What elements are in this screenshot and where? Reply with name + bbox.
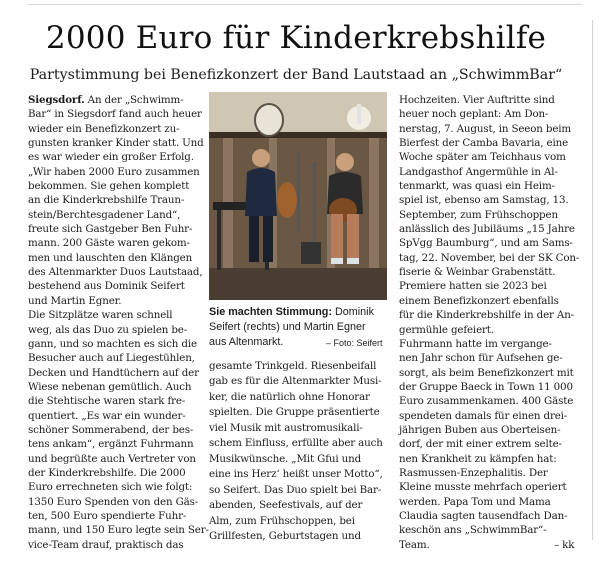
text-line: sorgt, als beim Benefizkonzert mit <box>399 366 574 379</box>
text-line: für die Kinderkrebshilfe in der An- <box>399 309 575 322</box>
text-line: Bierfest der Camba Bavaria, eine <box>399 137 569 150</box>
text-line: abenden, Seefestivals, auf der <box>209 499 363 511</box>
text-line: der Kinderkrebshilfe. Die 2000 <box>28 466 186 479</box>
text-line: freute sich Gastgeber Ben Fuhr- <box>28 223 193 236</box>
text-line: heuer noch geplant: Am Don- <box>399 108 549 121</box>
text-line: fiserie & Weinbar Grabenstätt. <box>399 266 556 279</box>
text-line: Euro zusammenkamen. 400 Gäste <box>399 395 574 408</box>
text-line: Woche später am Teichhaus vom <box>399 151 566 164</box>
text-line: tenmarkt, was quasi ein Heim- <box>399 180 555 193</box>
photo-credit: – Foto: Seifert <box>326 338 383 348</box>
text-line: Hochzeiten. Vier Auftritte sind <box>399 94 555 106</box>
photo-caption: Sie machten Stimmung: Dominik <box>209 306 374 318</box>
text-line: men und lauschten den Klängen <box>28 251 193 264</box>
text-line: SpVgg Baumburg“, und am Sams- <box>399 237 573 250</box>
text-line: an die Kinderkrebshilfe Traun- <box>28 194 185 207</box>
text-line: Grillfesten, Geburtstagen und <box>209 530 361 542</box>
text-line: so Seifert. Das Duo spielt bei Bar- <box>209 483 382 496</box>
text-line: Premiere hatten sie 2023 bei <box>399 280 547 293</box>
text-line: anlässlich des Jubiläums „15 Jahre <box>399 223 575 236</box>
text-line: Die Sitzplätze waren schnell <box>28 309 173 322</box>
text-line: wieder ein Benefizkonzert zu- <box>28 122 180 135</box>
text-line: Alm, zum Frühschoppen, bei <box>209 514 355 527</box>
text-line: bekommen. Sie gehen komplett <box>28 180 190 193</box>
photo-caption-line: Seifert (rechts) und Martin Egner <box>209 321 366 333</box>
text-line: ten, 500 Euro spendierte Fuhr- <box>28 509 187 522</box>
text-line: September, zum Frühschoppen <box>399 208 558 221</box>
text-line: gunsten kranker Kinder statt. Und <box>28 137 204 150</box>
text-line: weg, als das Duo zu spielen be- <box>28 323 188 336</box>
side-rule <box>592 20 593 540</box>
text-line: es war wieder ein großer Erfolg. <box>28 151 194 164</box>
caption-bold: Sie machten Stimmung: <box>209 306 332 318</box>
text-line: Rasmussen-Enzephalitis. Der <box>399 466 548 479</box>
photo-caption-line: aus Altenmarkt. <box>209 336 284 348</box>
text-line: schöner Sommerabend, der bes- <box>28 423 194 436</box>
text-line: Claudia sagten tausendfach Dan- <box>399 509 568 522</box>
text-line: spiel ist, ebenso am Samstag, 13. <box>399 194 569 207</box>
text-line: der Gruppe Baeck in Town 11 000 <box>399 380 573 393</box>
text-line: nen Krankheit zu kämpfen hat: <box>399 452 557 465</box>
text-line: mann, und 150 Euro legte sein Ser- <box>28 524 209 537</box>
text-line: gesamte Trinkgeld. Riesenbeifall <box>209 359 377 372</box>
text-line: jährigen Buben aus Oberteisen- <box>399 423 561 436</box>
top-rule <box>28 4 582 5</box>
text-line: tens ankam“, ergänzt Fuhrmann <box>28 438 194 451</box>
text-line: ker, die natürlich ohne Honorar <box>209 390 370 403</box>
text-line: Team. – kk <box>399 538 575 551</box>
text-line: viel Musik mit austromusikali- <box>209 421 363 434</box>
subheadline: Partystimmung bei Benefizkonzert der Band Lautstaad an „SchwimmBar“ <box>29 67 563 83</box>
text-line: germühle gefeiert. <box>399 323 494 336</box>
text-line: vice-Team drauf, praktisch das <box>28 538 184 551</box>
dateline: Siegsdorf. <box>28 94 85 106</box>
text-line: gann, und so machten es sich die <box>28 337 197 350</box>
text-line: mann. 200 Gäste waren gekom- <box>28 237 190 250</box>
headline: 2000 Euro für Kinderkrebshilfe <box>45 20 547 56</box>
text-line: spendeten damals für einen drei- <box>399 409 568 422</box>
text-line: Fuhrmann hatte im vergange- <box>399 337 552 350</box>
text-line: dorf, der mit einer extrem selte- <box>399 438 562 451</box>
text-line: stein/Berchtesgadener Land“, <box>28 208 181 221</box>
text-line: und begrüßte auch Vertreter von <box>28 452 196 465</box>
band-photo <box>209 92 387 300</box>
text-line: Decken und Handtüchern auf der <box>28 366 199 379</box>
text-line: Besucher auch auf Liegestühlen, <box>28 352 195 365</box>
text-line: Siegsdorf. An der „Schwimm- <box>28 94 184 106</box>
text-line: die Stehtische waren stark fre- <box>28 395 186 408</box>
text-line: gab es für die Altenmarkter Musi- <box>209 375 382 387</box>
text-line: Landgasthof Angermühle in Al- <box>399 165 558 178</box>
text-line: „Wir haben 2000 Euro zusammen <box>28 165 200 178</box>
text-line: nerstag, 7. August, in Seeon beim <box>399 122 572 135</box>
text-line: eine ins Herz‘ heißt unser Motto“, <box>209 468 383 480</box>
text-line: Kleine musste mehrfach operiert <box>399 481 567 494</box>
text-line: Euro errechneten sich wie folgt: <box>28 481 193 494</box>
text-line: und Martin Egner. <box>28 294 122 307</box>
text-line: 1350 Euro Spenden von den Gäs- <box>28 495 199 508</box>
text-line: spielten. Die Gruppe präsentierte <box>209 406 380 418</box>
author-signature: – kk <box>554 538 575 551</box>
text-line: Musikwünsche. „Mit Gfui und <box>209 452 362 465</box>
text-line: Wiese nebenan gemütlich. Auch <box>28 380 192 393</box>
text-line: des Altenmarkter Duos Lautstaad, <box>28 266 203 279</box>
text-line: keschön ans „SchwimmBar“- <box>399 524 547 537</box>
text-line: werden. Papa Tom und Mama <box>399 495 551 508</box>
text-line: Bar“ in Siegsdorf fand auch heuer <box>28 108 202 121</box>
text-line: tag, 22. November, bei der SK Con- <box>399 251 580 264</box>
text-line: nen Jahr schon für Aufsehen ge- <box>399 352 563 365</box>
text-line: schem Einfluss, erfüllte aber auch <box>209 437 383 449</box>
text-line: bestehend aus Dominik Seifert <box>28 280 185 293</box>
text-line: einem Benefizkonzert ebenfalls <box>399 294 559 307</box>
text-line: quentiert. „Es war ein wunder- <box>28 409 186 422</box>
